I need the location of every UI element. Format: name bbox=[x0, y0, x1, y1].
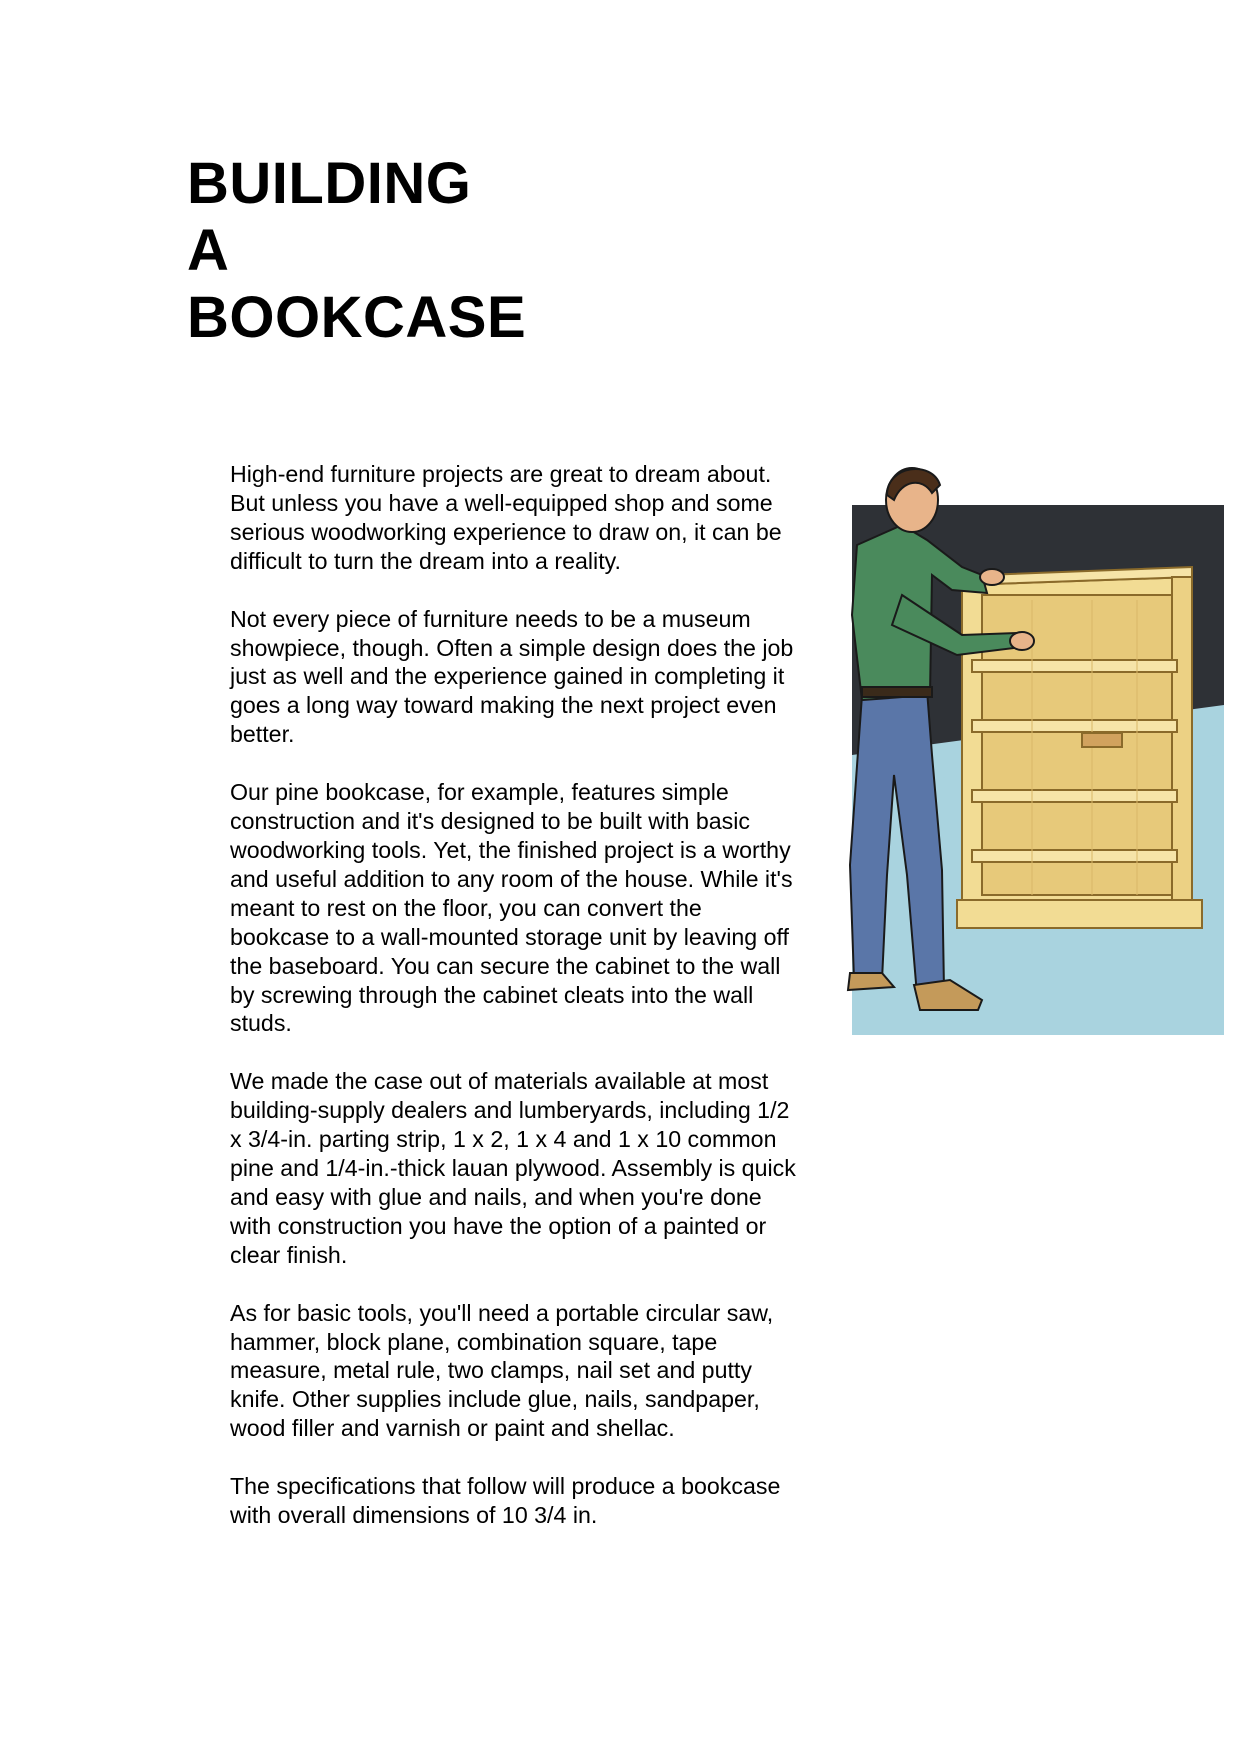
baseboard bbox=[957, 900, 1202, 928]
shelf-4 bbox=[972, 850, 1177, 862]
shelf-3 bbox=[972, 790, 1177, 802]
page-title bbox=[187, 150, 526, 351]
sanding-block bbox=[1082, 733, 1122, 747]
article-body bbox=[230, 460, 800, 1559]
paragraph-intro: High-end furniture projects are great to dream about. But unless you have a well-equipped shop and some serious woodworking experience to draw on, it can be difficult to turn the dream into a reality. bbox=[230, 461, 782, 574]
man-building-bookcase-illustration bbox=[832, 455, 1224, 1035]
paragraph-tools: As for basic tools, you'll need a portable circular saw, hammer, block plane, combination square, tape measure, metal rule, two clamps, nail set and putty knife. Other supplies include glue, nails, sandpaper, wood filler and varnish or paint and shellac. bbox=[230, 1299, 774, 1442]
title-line-2: A bbox=[187, 218, 230, 283]
bookcase bbox=[957, 567, 1202, 928]
paragraph-simple-design: Not every piece of furniture needs to be a museum showpiece, though. Often a simple design does the job just as well and the experience gained in completing it goes a long way toward making the next project even better. bbox=[230, 605, 794, 748]
shelf-1 bbox=[972, 660, 1177, 672]
paragraph-pine-bookcase: Our pine bookcase, for example, features simple construction and it's designed to be built with basic woodworking tools. Yet, the finished project is a worthy and useful addition to any room of the house. While it's meant to rest on the floor, you can convert the bookcase to a wall-mounted storage unit by leaving off the baseboard. You can secure the cabinet to the wall by screwing through the cabinet cleats into the wall studs. bbox=[230, 779, 793, 1037]
title-line-3: BOOKCASE bbox=[187, 285, 527, 350]
paragraph-specifications: The specifications that follow will produce a bookcase with overall dimensions of 10 3/4 in. bbox=[230, 1473, 781, 1529]
shelf-2 bbox=[972, 720, 1177, 732]
title-line-1: BUILDING bbox=[187, 151, 472, 216]
paragraph-materials: We made the case out of materials available at most building-supply dealers and lumberyards, including 1/2 x 3/4-in. parting strip, 1 x 2, 1 x 4 and 1 x 10 common pine and 1/4-in.-thick lauan plywood. Assembly is quick and easy with glue and nails, and when you're done with construction you have the option of a painted or clear finish. bbox=[230, 1068, 796, 1268]
